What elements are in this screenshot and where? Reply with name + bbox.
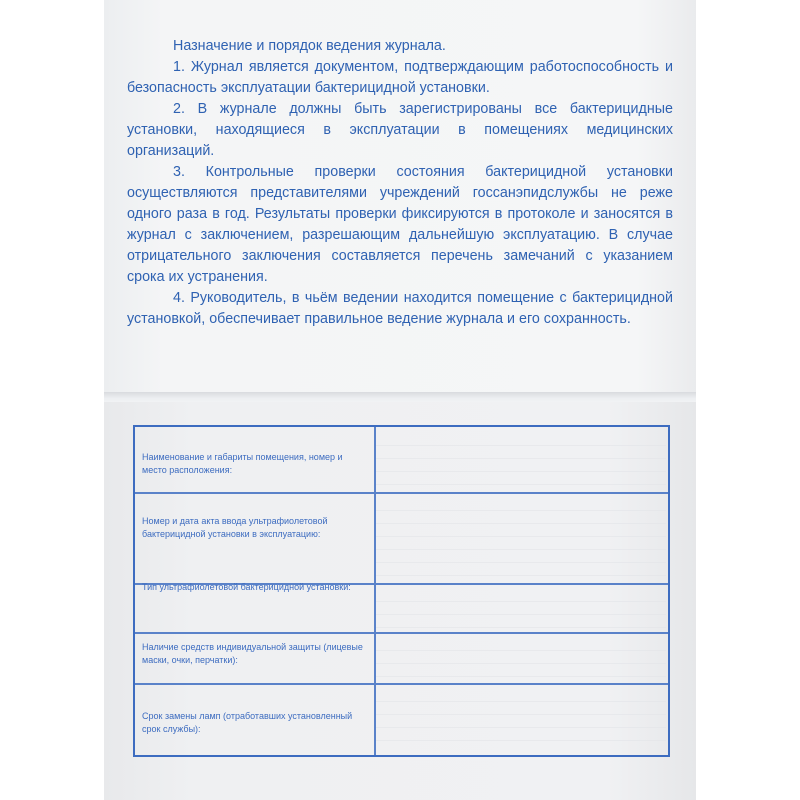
entry-area-2[interactable] (376, 498, 666, 580)
instruction-paragraph-4: 4. Руководитель, в чьём ведении находится помещение с бактерицидной установкой, обеспечивает правильное ведение журнала и его сохранность. (127, 290, 673, 327)
row-divider (135, 632, 668, 634)
row-divider (135, 683, 668, 685)
form-label-lamp: Срок замены ламп (отработавших установленный срок службы): (142, 711, 353, 734)
page-fold (104, 392, 696, 402)
instruction-paragraph-2: 2. В журнале должны быть зарегистрированы все бактерицидные установки, находящиеся в эксплуатации в помещениях медицинских организаций. (127, 101, 673, 159)
form-label-act: Номер и дата акта ввода ультрафиолетовой бактерицидной установки в эксплуатацию: (142, 516, 328, 539)
registration-form-table (133, 425, 670, 757)
entry-area-5[interactable] (376, 689, 666, 751)
instructions-block (127, 36, 673, 330)
form-label-type-text: Тип ультрафиолетовой бактерицидной установки: (142, 582, 351, 592)
entry-area-4[interactable] (376, 638, 666, 680)
instructions-title: Назначение и порядок ведения журнала. (173, 38, 446, 54)
form-label-room: Наименование и габариты помещения, номер и место расположения: (142, 452, 343, 475)
form-label-protection: Наличие средств индивидуальной защиты (лицевые маски, очки, перчатки): (142, 642, 363, 665)
instruction-paragraph-3: 3. Контрольные проверки состояния бактерицидной установки осуществляются представителями учреждений госсанэпидслужбы не реже одного раза в год. Результаты проверки фиксируются в протоколе и заносятся в журнал с заключением, разрешающим дальнейшую эксплуатацию. В случае отрицательного заключения составляется перечень замечаний с указанием срока их устранения. (127, 164, 673, 285)
instruction-paragraph-1: 1. Журнал является документом, подтверждающим работоспособность и безопасность эксплуатации бактерицидной установки. (127, 59, 673, 96)
entry-area-1[interactable] (376, 433, 666, 489)
row-divider (135, 492, 668, 494)
entry-area-3[interactable] (376, 589, 666, 629)
